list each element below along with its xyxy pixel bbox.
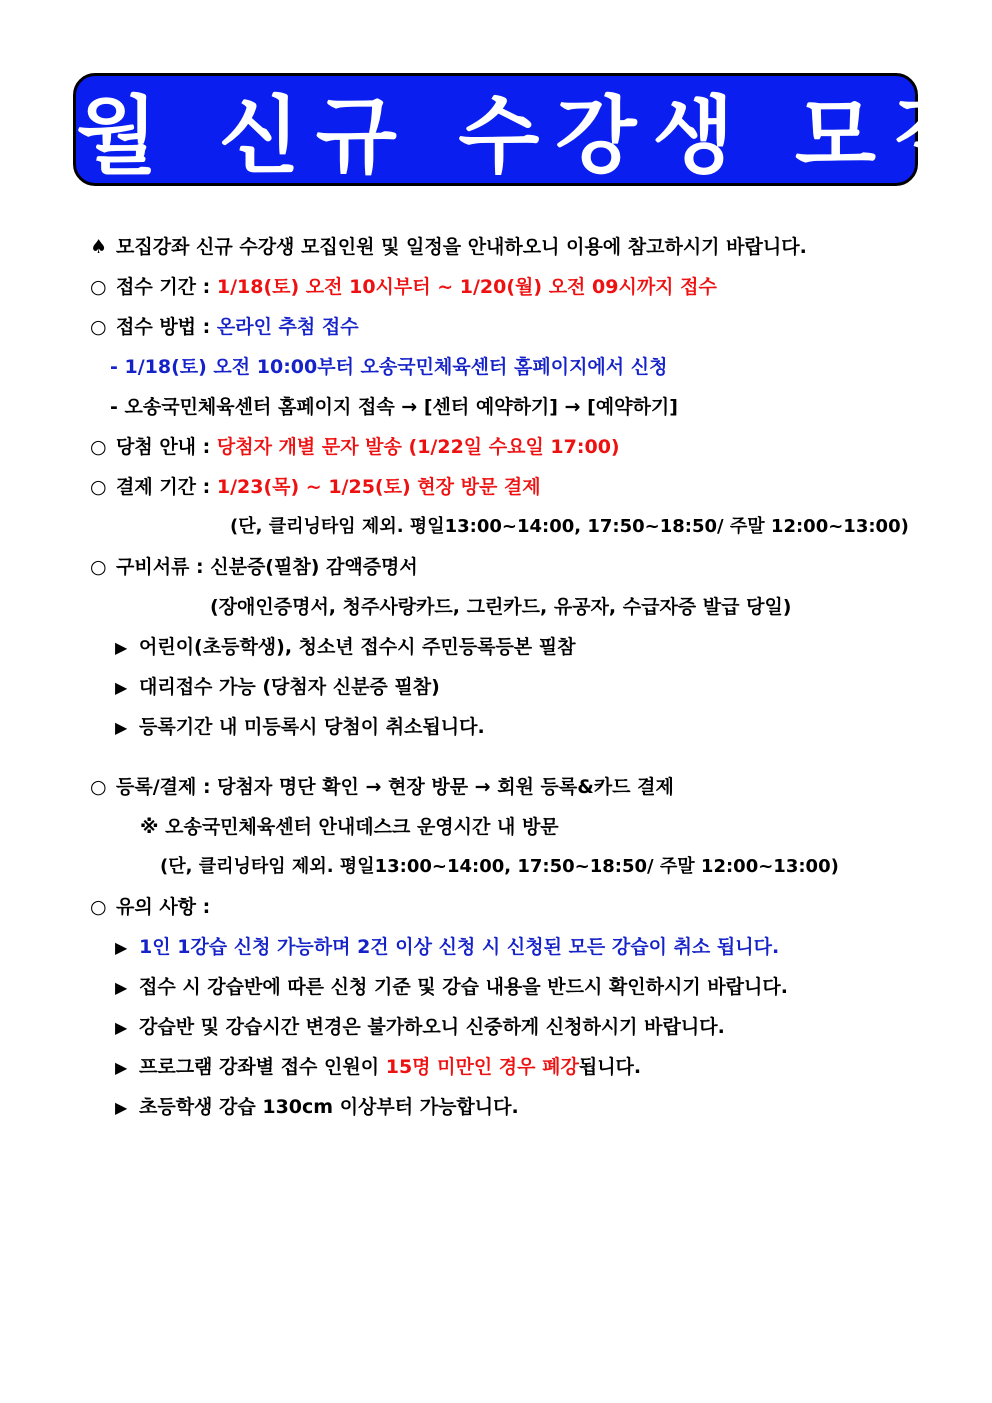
documents-line — [90, 554, 418, 580]
caution-item — [115, 1014, 725, 1041]
documents-bullet-text: 등록기간 내 미등록시 당첨이 취소됩니다. — [139, 716, 485, 738]
reception-period-value: 1/18(토) 오전 10시부터 ~ 1/20(월) 오전 09시까지 접수 — [216, 276, 717, 298]
triangle-bullet-icon: ▶ — [115, 938, 128, 957]
caution-item — [115, 1054, 641, 1081]
caution-item — [115, 1094, 519, 1121]
triangle-bullet-icon: ▶ — [115, 718, 128, 737]
reception-method-line — [90, 314, 359, 340]
triangle-bullet-icon: ▶ — [115, 1058, 128, 1077]
reception-method-label: 접수 방법 : — [116, 316, 217, 338]
reception-method-sub2: - 오송국민체육센터 홈페이지 접속 → [센터 예약하기] → [예약하기] — [110, 396, 678, 418]
cautions-label: 유의 사항 : — [116, 896, 211, 918]
title-banner — [1, 73, 990, 186]
caution-item-highlight: 15명 미만인 경우 폐강 — [385, 1056, 579, 1078]
documents-note: (장애인증명서, 청주사랑카드, 그린카드, 유공자, 수급자증 발급 당일) — [210, 596, 792, 618]
caution-item — [115, 934, 779, 961]
caution-item-text: 1인 1강습 신청 가능하며 2건 이상 신청 시 신청된 모든 강습이 취소 됩니다. — [139, 936, 780, 958]
payment-period-line — [90, 474, 541, 500]
caution-item-text: 초등학생 강습 130cm 이상부터 가능합니다. — [139, 1096, 519, 1118]
intro-line — [90, 234, 807, 260]
reception-method-sub1: - 1/18(토) 오전 10:00부터 오송국민체육센터 홈페이지에서 신청 — [110, 356, 668, 378]
circle-bullet-icon: ○ — [90, 776, 107, 798]
triangle-bullet-icon: ▶ — [115, 1098, 128, 1117]
reception-period-label: 접수 기간 : — [116, 276, 217, 298]
payment-period-value: 1/23(목) ~ 1/25(토) 현장 방문 결제 — [216, 476, 541, 498]
registration-note: 오송국민체육센터 안내데스크 운영시간 내 방문 — [165, 816, 559, 838]
triangle-bullet-icon: ▶ — [115, 638, 128, 657]
documents-bullet — [115, 634, 575, 661]
circle-bullet-icon: ○ — [90, 316, 107, 338]
documents-bullet-text: 어린이(초등학생), 청소년 접수시 주민등록등본 필참 — [139, 636, 576, 658]
intro-text: 모집강좌 신규 수강생 모집인원 및 일정을 안내하오니 이용에 참고하시기 바랍니다. — [116, 236, 807, 258]
documents-text: 구비서류 : 신분증(필참) 감액증명서 — [116, 556, 418, 578]
page-title: 2월 신규 수강생 모집 — [1, 87, 990, 185]
registration-note-line — [140, 814, 559, 840]
reception-method-value: 온라인 추첨 접수 — [216, 316, 359, 338]
circle-bullet-icon: ○ — [90, 556, 107, 578]
payment-period-label: 결제 기간 : — [116, 476, 217, 498]
triangle-bullet-icon: ▶ — [115, 678, 128, 697]
documents-bullet — [115, 674, 440, 701]
documents-bullet — [115, 714, 485, 741]
triangle-bullet-icon: ▶ — [115, 1018, 128, 1037]
registration-note2: (단, 클리닝타임 제외. 평일13:00~14:00, 17:50~18:50/ 주말 12:00~13:00) — [160, 856, 839, 877]
caution-item-text: 강습반 및 강습시간 변경은 불가하오니 신중하게 신청하시기 바랍니다. — [139, 1016, 725, 1038]
caution-item — [115, 974, 788, 1001]
circle-bullet-icon: ○ — [90, 276, 107, 298]
documents-bullet-text: 대리접수 가능 (당첨자 신분증 필참) — [139, 676, 440, 698]
reference-mark-icon: ※ — [140, 816, 159, 838]
circle-bullet-icon: ○ — [90, 476, 107, 498]
reception-period-line — [90, 274, 717, 300]
triangle-bullet-icon: ▶ — [115, 978, 128, 997]
spade-icon: ♠ — [90, 236, 108, 258]
winner-notice-value: 당첨자 개별 문자 발송 (1/22일 수요일 17:00) — [216, 436, 620, 458]
registration-text: 등록/결제 : 당첨자 명단 확인 → 현장 방문 → 회원 등록&카드 결제 — [116, 776, 674, 798]
caution-item-text-end: 됩니다. — [578, 1056, 642, 1078]
circle-bullet-icon: ○ — [90, 436, 107, 458]
caution-item-text: 접수 시 강습반에 따른 신청 기준 및 강습 내용을 반드시 확인하시기 바랍니다. — [139, 976, 788, 998]
winner-notice-label: 당첨 안내 : — [116, 436, 217, 458]
caution-item-text: 프로그램 강좌별 접수 인원이 — [139, 1056, 386, 1078]
cautions-line — [90, 894, 210, 920]
winner-notice-line — [90, 434, 620, 460]
payment-period-note: (단, 클리닝타임 제외. 평일13:00~14:00, 17:50~18:50/ 주말 12:00~13:00) — [230, 516, 909, 537]
circle-bullet-icon: ○ — [90, 896, 107, 918]
registration-line — [90, 774, 674, 800]
